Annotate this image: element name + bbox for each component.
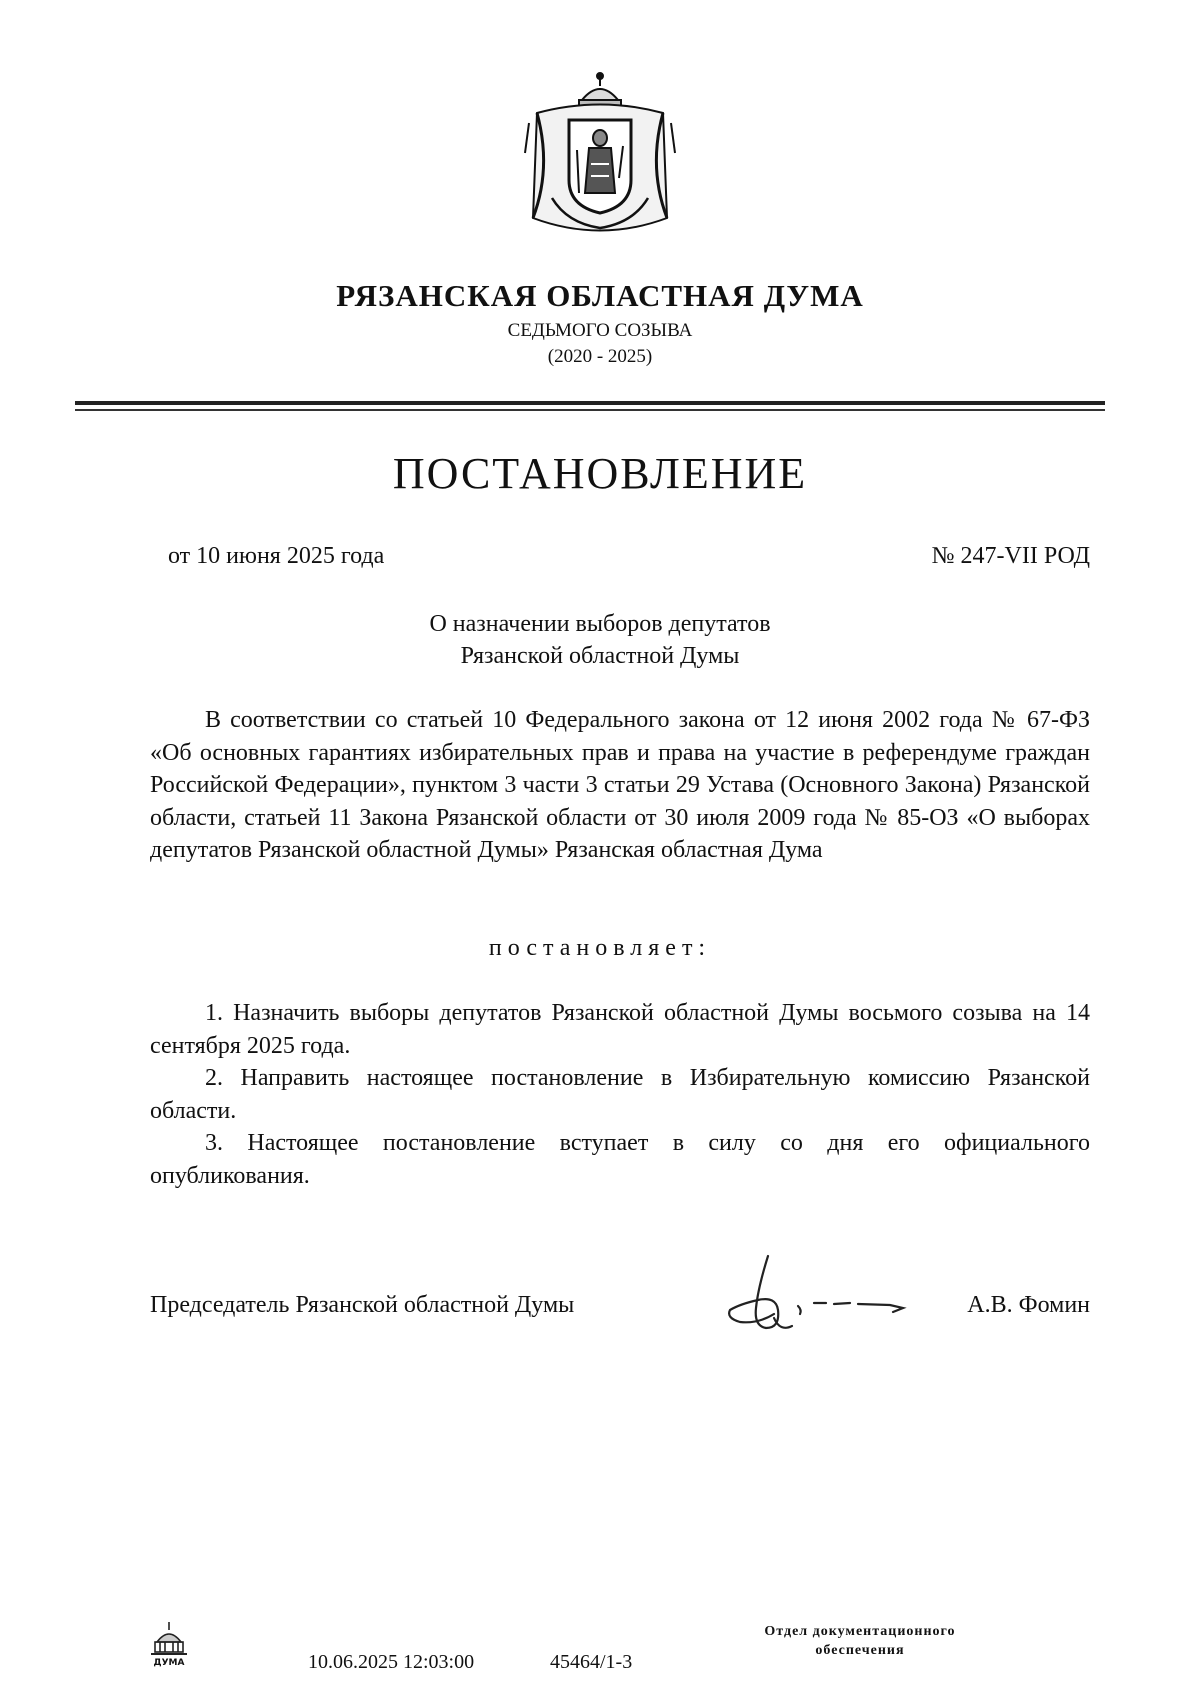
handwritten-signature bbox=[718, 1248, 938, 1348]
org-name: РЯЗАНСКАЯ ОБЛАСТНАЯ ДУМА bbox=[336, 278, 864, 313]
document-type: ПОСТАНОВЛЕНИЕ bbox=[392, 449, 808, 498]
coat-of-arms-icon bbox=[507, 68, 693, 243]
convocation: СЕДЬМОГО СОЗЫВА bbox=[507, 320, 693, 341]
duma-building-icon bbox=[149, 1620, 189, 1668]
signatory-name: А.В. Фомин bbox=[967, 1292, 1090, 1318]
signatory-role: Председатель Рязанской областной Думы bbox=[150, 1292, 575, 1318]
resolution-item: 1. Назначить выборы депутатов Рязанской областной Думы восьмого созыва на 14 сентября 2025 года. bbox=[150, 1000, 1090, 1059]
resolution-items bbox=[150, 997, 1090, 1192]
resolution-item: 3. Настоящее постановление вступает в силу со дня его официального опубликования. bbox=[150, 1130, 1090, 1189]
department-line-1: Отдел документационного bbox=[764, 1624, 956, 1639]
term-years: (2020 - 2025) bbox=[547, 346, 653, 367]
duma-logo-text: ДУМА bbox=[153, 1658, 185, 1668]
resolves-heading: постановляет: bbox=[488, 935, 712, 961]
resolution-item: 2. Направить настоящее постановление в Избирательную комиссию Рязанской области. bbox=[150, 1065, 1090, 1124]
subject-line-1: О назначении выборов депутатов bbox=[429, 611, 771, 637]
header-divider-thick bbox=[75, 401, 1105, 405]
document-date: от 10 июня 2025 года bbox=[168, 543, 385, 569]
document-number: № 247-VII РОД bbox=[931, 543, 1090, 569]
department-line-2: обеспечения bbox=[815, 1643, 905, 1658]
department-stamp bbox=[700, 1622, 1020, 1660]
document-subject bbox=[0, 608, 1200, 672]
registration-timestamp: 10.06.2025 12:03:00 bbox=[308, 1651, 475, 1673]
subject-line-2: Рязанской областной Думы bbox=[460, 643, 740, 669]
header-divider-thin bbox=[75, 409, 1105, 411]
registration-number: 45464/1-3 bbox=[550, 1651, 633, 1673]
basis-paragraph: В соответствии со статьей 10 Федерального закона от 12 июня 2002 года № 67-ФЗ «Об основных гарантиях избирательных прав и права на участие в референдуме граждан Российской Федерации», пунктом 3 части 3 статьи 29 Устава (Основного Закона) Рязанской области, статьей 11 Закона Рязанской области от 30 июля 2009 года № 85-ОЗ «О выборах депутатов Рязанской областной Думы» Рязанская областная Дума bbox=[150, 707, 1090, 863]
